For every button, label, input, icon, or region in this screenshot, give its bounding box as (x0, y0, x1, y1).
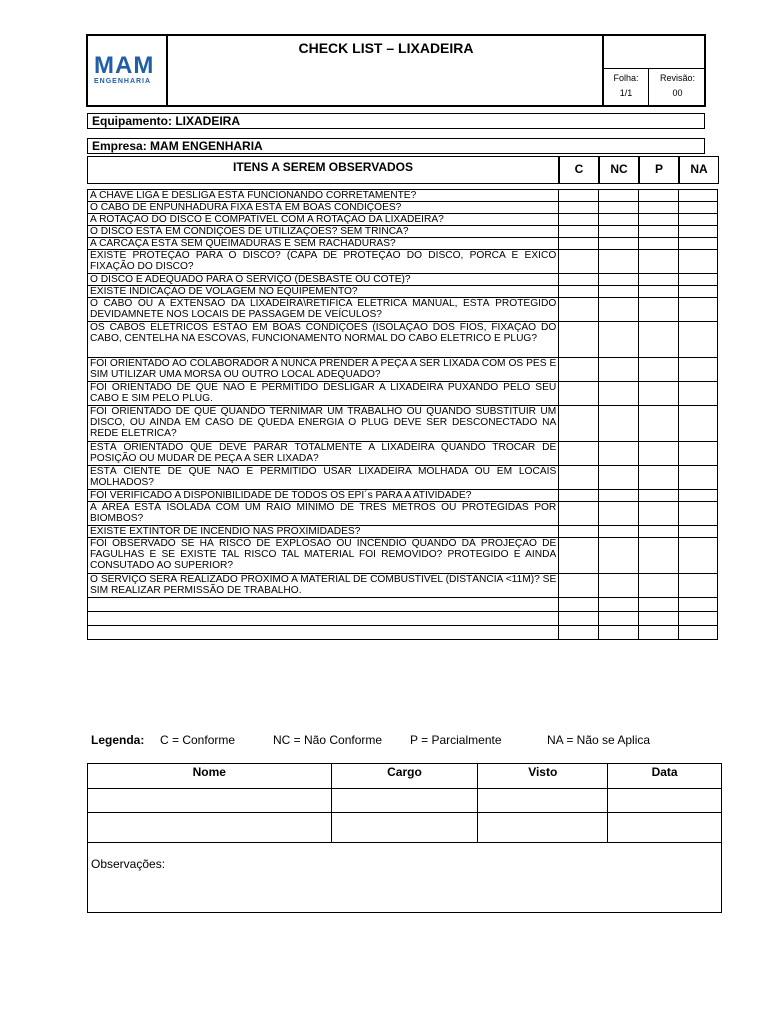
checklist-question: O DISCO ESTÁ EM CONDIÇÕES DE UTILIZAÇÕES? SEM TRINCA? (88, 226, 559, 238)
checkbox-cell-c[interactable] (559, 190, 599, 202)
checkbox-cell-nc[interactable] (599, 598, 639, 612)
checkbox-cell-na[interactable] (679, 190, 718, 202)
signature-cell[interactable] (88, 813, 332, 843)
checklist-question: EXISTE PROTEÇÃO PARA O DISCO? (CAPA DE PROTEÇÃO DO DISCO, PORCA E EXICO FIXAÇÃO DO DISCO? (88, 250, 559, 274)
logo-text: MAM (94, 52, 155, 79)
checkbox-cell-p[interactable] (639, 382, 679, 406)
checkbox-cell-c[interactable] (559, 214, 599, 226)
signature-table (87, 763, 722, 913)
observations-label: Observações: (91, 857, 166, 871)
checkbox-cell-na[interactable] (679, 298, 718, 322)
checkbox-cell-nc[interactable] (599, 298, 639, 322)
checkbox-cell-p[interactable] (639, 612, 679, 626)
checkbox-cell-p[interactable] (639, 202, 679, 214)
checklist-row (88, 502, 718, 526)
checklist-question: FOI ORIENTADO DE QUE NÃO É PERMITIDO DESLIGAR A LIXADEIRA PUXANDO PELO SEU CABO E SIM PELO PLUG. (88, 382, 559, 406)
checklist-question: O CABO DE ENPUNHADURA FIXA ESTÁ EM BOAS CONDIÇÕES? (88, 202, 559, 214)
legend-na: NA = Não se Aplica (547, 733, 651, 747)
checklist-row (88, 358, 718, 382)
checkbox-cell-p[interactable] (639, 358, 679, 382)
checkbox-cell-nc[interactable] (599, 226, 639, 238)
revisao-value: 00 (672, 88, 683, 98)
checkbox-cell-na[interactable] (679, 274, 718, 286)
signature-cell[interactable] (608, 789, 722, 813)
data-header: Data (608, 764, 722, 789)
checkbox-cell-nc[interactable] (599, 286, 639, 298)
checkbox-cell-nc[interactable] (599, 442, 639, 466)
checkbox-cell-na[interactable] (679, 490, 718, 502)
checkbox-cell-na[interactable] (679, 214, 718, 226)
folha-value: 1/1 (619, 88, 633, 98)
checkbox-cell-p[interactable] (639, 250, 679, 274)
checklist-question: ESTÁ CIENTE DE QUE NÃO É PERMITIDO USAR LIXADEIRA MOLHADA OU EM LOCAIS MOLHADOS? (88, 466, 559, 490)
checkbox-cell-c[interactable] (559, 490, 599, 502)
equipment-field: Equipamento: LIXADEIRA (87, 113, 705, 129)
checkbox-cell-p[interactable] (639, 286, 679, 298)
title-cell (168, 34, 604, 107)
signature-cell[interactable] (331, 813, 478, 843)
checklist-row (88, 202, 718, 214)
checkbox-cell-p[interactable] (639, 502, 679, 526)
checklist-question: A CARCAÇA ESTÁ SEM QUEIMADURAS E SEM RACHADURAS? (88, 238, 559, 250)
checkbox-cell-p[interactable] (639, 574, 679, 598)
checkbox-cell-c[interactable] (559, 442, 599, 466)
na-header: NA (679, 156, 719, 184)
checkbox-cell-p[interactable] (639, 406, 679, 442)
checkbox-cell-nc[interactable] (599, 526, 639, 538)
observations-cell[interactable] (88, 843, 722, 913)
checklist-row (88, 538, 718, 574)
checklist-question: A ROTAÇÃO DO DISCO É COMPATIVEL COM A ROTAÇÃO DA LIXADEIRA? (88, 214, 559, 226)
checkbox-cell-p[interactable] (639, 598, 679, 612)
checklist-row (88, 626, 718, 640)
revisao-label: Revisão: (659, 73, 695, 83)
checkbox-cell-p[interactable] (639, 214, 679, 226)
checkbox-cell-p[interactable] (639, 274, 679, 286)
checklist-question (88, 612, 559, 626)
checkbox-cell-p[interactable] (639, 238, 679, 250)
checklist-row (88, 250, 718, 274)
checklist-row (88, 190, 718, 202)
checkbox-cell-c[interactable] (559, 626, 599, 640)
checkbox-cell-c[interactable] (559, 574, 599, 598)
checkbox-cell-na[interactable] (679, 442, 718, 466)
legend-p: P = Parcialmente (410, 733, 502, 747)
checkbox-cell-na[interactable] (679, 466, 718, 490)
checkbox-cell-nc[interactable] (599, 406, 639, 442)
checkbox-cell-c[interactable] (559, 298, 599, 322)
nc-header: NC (599, 156, 639, 184)
checkbox-cell-p[interactable] (639, 190, 679, 202)
checklist-row (88, 466, 718, 490)
checkbox-cell-nc[interactable] (599, 612, 639, 626)
checklist-row (88, 526, 718, 538)
checklist-question: O SERVIÇO SERÁ REALIZADO PROXIMO A MATERIAL DE COMBUSTIVÉL (DISTÂNCIA <11M)? SE SIM REALIZAR PERMISSÃO DE TRABALHO. (88, 574, 559, 598)
checkbox-cell-c[interactable] (559, 466, 599, 490)
checklist-row (88, 490, 718, 502)
checkbox-cell-nc[interactable] (599, 274, 639, 286)
checkbox-cell-na[interactable] (679, 612, 718, 626)
checkbox-cell-c[interactable] (559, 598, 599, 612)
checkbox-cell-na[interactable] (679, 406, 718, 442)
checkbox-cell-nc[interactable] (599, 190, 639, 202)
checklist-question: O DISCO É ADEQUADO PARA O SERVIÇO (DESBASTE OU COTE)? (88, 274, 559, 286)
checkbox-cell-nc[interactable] (599, 490, 639, 502)
checklist-question: A CHAVE LIGA E DESLIGA ESTÁ FUNCIONANDO CORRETAMENTE? (88, 190, 559, 202)
checklist-question (88, 598, 559, 612)
checkbox-cell-nc[interactable] (599, 502, 639, 526)
checkbox-cell-p[interactable] (639, 466, 679, 490)
checkbox-cell-na[interactable] (679, 526, 718, 538)
visto-header: Visto (478, 764, 608, 789)
checklist-row (88, 286, 718, 298)
checkbox-cell-p[interactable] (639, 526, 679, 538)
checkbox-cell-p[interactable] (639, 442, 679, 466)
checkbox-cell-c[interactable] (559, 226, 599, 238)
checkbox-cell-c[interactable] (559, 526, 599, 538)
checklist-question: A ÁREA ESTÁ ISOLADA COM UM RAIO MÍNIMO DE TRÊS METROS OU PROTEGIDAS POR BIOMBOS? (88, 502, 559, 526)
checkbox-cell-c[interactable] (559, 406, 599, 442)
checklist-row (88, 322, 718, 358)
checklist-row (88, 612, 718, 626)
checkbox-cell-na[interactable] (679, 626, 718, 640)
checkbox-cell-p[interactable] (639, 538, 679, 574)
checklist-question (88, 626, 559, 640)
legend-c: C = Conforme (160, 733, 236, 747)
checkbox-cell-na[interactable] (679, 502, 718, 526)
company-field: Empresa: MAM ENGENHARIA (87, 138, 705, 154)
checklist-question: FOI ORIENTADO DE QUE QUANDO TERNIMAR UM TRABALHO OU QUANDO SUBSTITUIR UM DISCO, OU AINDA EM CASO DE QUEDA ENERGIA O PLUG DEVE SER DESCONECTADO NA REDE ELETRICA? (88, 406, 559, 442)
checkbox-cell-na[interactable] (679, 598, 718, 612)
checklist-question: FOI OBSERVADO SE HÁ RISCO DE EXPLOSÃO OU INCÊNDIO QUANDO DÁ PROJEÇÃO DE FAGULHAS E SE EXISTE TAL RISCO TAL MATERIAL FOI REMOVIDO? PROTEGIDO E AINDA CONSUTADO AO SUPERIOR? (88, 538, 559, 574)
signature-cell[interactable] (608, 813, 722, 843)
checklist-row (88, 274, 718, 286)
checkbox-cell-nc[interactable] (599, 538, 639, 574)
checklist-row (88, 238, 718, 250)
checklist-row (88, 298, 718, 322)
checkbox-cell-na[interactable] (679, 250, 718, 274)
checkbox-cell-c[interactable] (559, 382, 599, 406)
checkbox-cell-na[interactable] (679, 286, 718, 298)
cargo-header: Cargo (331, 764, 478, 789)
checkbox-cell-c[interactable] (559, 358, 599, 382)
checkbox-cell-c[interactable] (559, 538, 599, 574)
c-header: C (559, 156, 599, 184)
checkbox-cell-p[interactable] (639, 226, 679, 238)
nome-header: Nome (88, 764, 332, 789)
checklist-row (88, 442, 718, 466)
signature-cell[interactable] (88, 789, 332, 813)
checklist-row (88, 598, 718, 612)
document-title: CHECK LIST – LIXADEIRA (298, 40, 474, 56)
checkbox-cell-nc[interactable] (599, 214, 639, 226)
company-logo (94, 52, 164, 89)
checkbox-cell-na[interactable] (679, 382, 718, 406)
checklist-row (88, 574, 718, 598)
checklist-question: OS CABOS ELETRICOS ESTÃO EM BOAS CONDIÇÕES (ISOLAÇÃO DOS FIOS, FIXAÇÃO DO CABO, CENTELHA NA ESCOVAS, FUNCIONAMENTO NORMAL DO CABO ELETRICO E PLUG? (88, 322, 559, 358)
checkbox-cell-na[interactable] (679, 202, 718, 214)
checklist-question: ESTÁ ORIENTADO QUE DEVE PARAR TOTALMENTE A LIXADEIRA QUANDO TROCAR DE POSIÇÃO OU MUDAR DE PEÇA A SER LIXADA? (88, 442, 559, 466)
checkbox-cell-c[interactable] (559, 502, 599, 526)
checkbox-cell-nc[interactable] (599, 238, 639, 250)
signature-cell[interactable] (478, 789, 608, 813)
checkbox-cell-c[interactable] (559, 202, 599, 214)
checkbox-cell-nc[interactable] (599, 358, 639, 382)
checkbox-cell-c[interactable] (559, 322, 599, 358)
legend-label: Legenda: (91, 733, 145, 747)
checkbox-cell-nc[interactable] (599, 202, 639, 214)
signature-cell[interactable] (478, 813, 608, 843)
checklist-question: EXISTE EXTINTOR DE INCÊNDIO NAS PROXIMIDADES? (88, 526, 559, 538)
checkbox-cell-c[interactable] (559, 612, 599, 626)
meta-divider (604, 68, 706, 69)
checkbox-cell-nc[interactable] (599, 574, 639, 598)
checkbox-cell-na[interactable] (679, 322, 718, 358)
logo-subtext: ENGENHARIA (94, 78, 152, 85)
checklist-question: EXISTE INDICAÇÃO DE VOLAGEM NO EQUIPEMENTO? (88, 286, 559, 298)
checkbox-cell-nc[interactable] (599, 626, 639, 640)
checkbox-cell-c[interactable] (559, 274, 599, 286)
checklist-question: FOI ORIENTADO AO COLABORADOR A NUNCA PRENDER A PEÇA A SER LIXADA COM OS PÉS E SIM UTILIZAR UMA MORSA OU OUTRO LOCAL ADEQUADO? (88, 358, 559, 382)
checkbox-cell-p[interactable] (639, 490, 679, 502)
checklist-row (88, 406, 718, 442)
checkbox-cell-p[interactable] (639, 298, 679, 322)
items-header: ITENS A SEREM OBSERVADOS (87, 156, 559, 184)
signature-cell[interactable] (331, 789, 478, 813)
legend-nc: NC = Não Conforme (273, 733, 383, 747)
checkbox-cell-nc[interactable] (599, 382, 639, 406)
checkbox-cell-p[interactable] (639, 626, 679, 640)
checkbox-cell-na[interactable] (679, 574, 718, 598)
checkbox-cell-nc[interactable] (599, 250, 639, 274)
checklist-table (87, 189, 718, 640)
checkbox-cell-na[interactable] (679, 538, 718, 574)
checkbox-cell-na[interactable] (679, 358, 718, 382)
checklist-question: O CABO OU A EXTENSÃO DA LIXADEIRA\RETIFICA ELETRICA MANUAL, ESTÁ PROTEGIDO DEVIDAMNETE NOS LOCAIS DE PASSAGEM DE VEÍCULOS? (88, 298, 559, 322)
checkbox-cell-na[interactable] (679, 238, 718, 250)
checkbox-cell-na[interactable] (679, 226, 718, 238)
checkbox-cell-nc[interactable] (599, 322, 639, 358)
checkbox-cell-nc[interactable] (599, 466, 639, 490)
checklist-row (88, 382, 718, 406)
checkbox-cell-c[interactable] (559, 286, 599, 298)
checklist-question: FOI VERIFICADO A DISPONIBILIDADE DE TODOS OS EPI´s PARA A ATIVIDADE? (88, 490, 559, 502)
checklist-row (88, 214, 718, 226)
folha-label: Folha: (613, 73, 639, 83)
checkbox-cell-c[interactable] (559, 250, 599, 274)
checklist-row (88, 226, 718, 238)
p-header: P (639, 156, 679, 184)
checkbox-cell-p[interactable] (639, 322, 679, 358)
checkbox-cell-c[interactable] (559, 238, 599, 250)
